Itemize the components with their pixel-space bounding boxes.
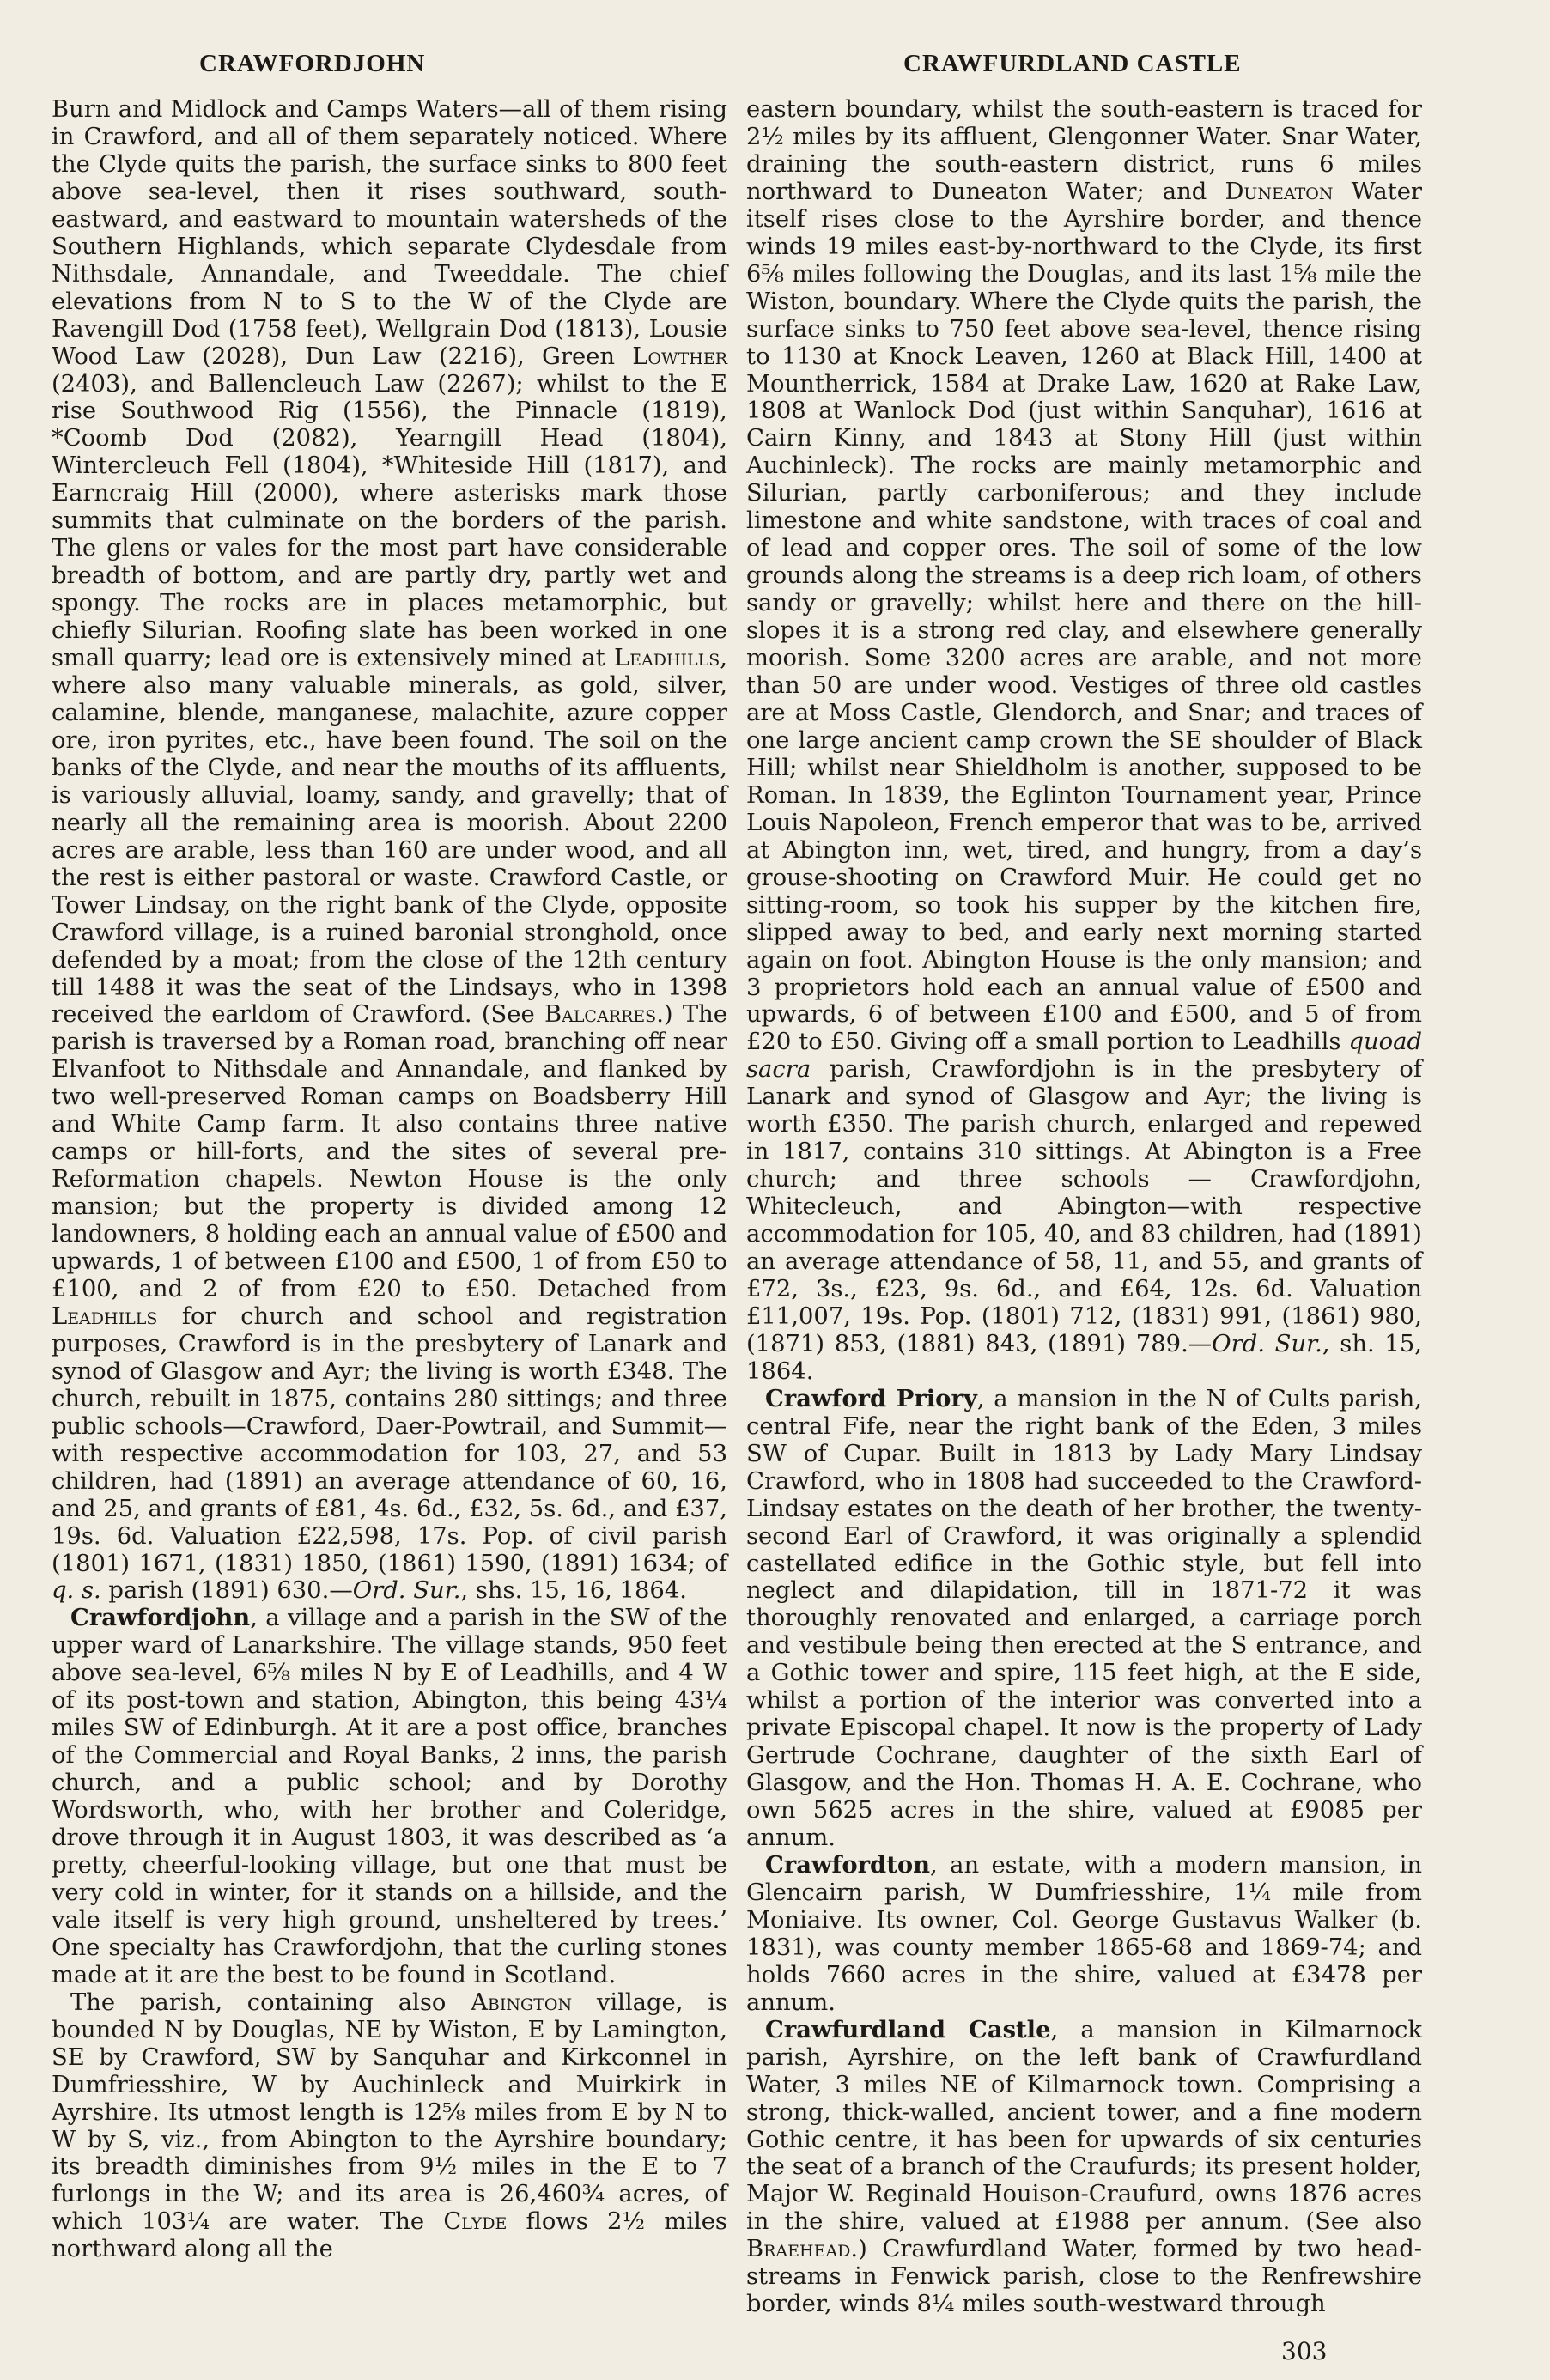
left-column [52, 96, 727, 2263]
text-run: q. s. [52, 1577, 101, 1605]
entry-headword: Crawfurdland Castle [765, 2015, 1051, 2043]
page-number: 303 [1281, 2337, 1328, 2365]
text-run: (2403), and Ballencleuch Law (2267); whilst to the E rise Southwood Rig (1556), the Pinnacle (1819), *Coomb Dod (2082), Yearngill Head (1804), Wintercleuch Fell (1804), *Whiteside Hill (1817), and Earncraig Hill (2000), where asterisks mark those summits that culminate on the borders of the parish. The glens or vales for the most part have considerable breadth of bottom, and are partly dry, partly wet and spongy. The rocks are in places metamorphic, but chiefly Silurian. Roofing slate has been worked in one small quarry; lead ore is extensively mined at [52, 370, 727, 672]
text-run: for church and school and registration purposes, Crawford is in the presbytery of Lanark and synod of Glasgow and Ayr; the living is worth £348. The church, rebuilt in 1875, contains 280 sittings; and three public schools—Crawford, Daer-Powtrail, and Summit—with respective accommodation for 103, 27, and 53 children, had (1891) an average attendance of 60, 16, and 25, and grants of £81, 4s. 6d., £32, 5s. 6d., and £37, 19s. 6d. Valuation £22,598, 17s. Pop. of civil parish (1801) 1671, (1831) 1850, (1861) 1590, (1891) 1634; of [52, 1302, 727, 1577]
text-run: Abington [471, 1988, 573, 2016]
right-column [746, 96, 1422, 2318]
entry-headword: Crawfordjohn [70, 1604, 251, 1632]
text-run: Duneaton [1225, 178, 1334, 205]
text-run: .) The parish is traversed by a Roman road, branching off near Elvanfoot to Nithsdale and Annandale, and flanked by two well-preserved Roman camps on Boadsberry Hill and White Camp farm. It also contains three native camps or hill-forts, and the sites of several pre-Reformation chapels. Newton House is the only mansion; but the property is divided among 12 landowners, 8 holding each an annual value of £500 and upwards, 1 of between £100 and £500, 1 of from £50 to £100, and 2 of from £20 to £50. Detached from [52, 1001, 727, 1302]
text-run: Leadhills [52, 1302, 158, 1330]
text-run: Lowther [632, 343, 727, 370]
text-run: Ord. Sur. [352, 1577, 461, 1605]
text-run: , shs. 15, 16, 1864. [460, 1577, 687, 1605]
article-paragraph-crawfordton [746, 1852, 1422, 2017]
text-run: Water itself rises close to the Ayrshire border, and thence winds 19 miles east-by-northward to the Clyde, its first 6⅝ miles following the Douglas, and its last 1⅝ mile the Wiston, boundary. Where the Clyde quits the parish, the surface sinks to 750 feet above sea-level, thence rising to 1130 at Knock Leaven, 1260 at Black Hill, 1400 at Mountherrick, 1584 at Drake Law, 1620 at Rake Law, 1808 at Wanlock Dod (just within Sanquhar), 1616 at Cairn Kinny, and 1843 at Stony Hill (just within Auchinleck). The rocks are mainly metamorphic and Silurian, partly carboniferous; and they include limestone and white sandstone, with traces of coal and of lead and copper ores. The soil of some of the low grounds along the streams is a deep rich loam, of others sandy or gravelly; whilst here and there on the hill-slopes it is a strong red clay, and elsewhere generally moorish. Some 3200 acres are arable, and not more than 50 are under wood. Vestiges of three old castles are at Moss Castle, Glendorch, and Snar; and traces of one large ancient camp crown the SE shoulder of Black Hill; whilst near Shieldholm is another, supposed to be Roman. In 1839, the Eglinton Tournament year, Prince Louis Napoleon, French emperor that was to be, arrived at Abington inn, wet, tired, and hungry, from a day’s grouse-shooting on Crawford Muir. He could get no sitting-room, so took his supper by the kitchen fire, slipped away to bed, and early next morning started again on foot. Abington House is the only mansion; and 3 proprietors hold each an annual value of £500 and upwards, 6 of between £100 and £500, and 5 of from £20 to £50. Giving off a small portion to Leadhills [746, 178, 1422, 1056]
text-run: .) Crawfurdland Water, formed by two head-streams in Fenwick parish, close to the Renfrewshire border, winds 8¼ miles south-westward through [746, 2236, 1422, 2318]
article-paragraph-crawfordjohn-parish [52, 1989, 727, 2264]
text-run: Leadhills [613, 645, 720, 672]
text-run: Ord. Sur. [1212, 1330, 1322, 1357]
entry-headword: Crawford Priory [765, 1384, 977, 1412]
text-run: parish (1891) 630.— [100, 1577, 353, 1605]
text-run: , where also many valuable minerals, as gold, silver, calamine, blende, manganese, malachite, azure copper ore, iron pyrites, etc., have been found. The soil on the banks of the Clyde, and near the mouths of its affluents, is variously alluvial, loamy, sandy, and gravelly; that of nearly all the remaining area is moorish. About 2200 acres are arable, less than 160 are under wood, and all the rest is either pastoral or waste. Crawford Castle, or Tower Lindsay, on the right bank of the Clyde, opposite Crawford village, is a ruined baronial stronghold, once defended by a moat; from the close of the 12th century till 1488 it was the seat of the Lindsays, who in 1398 received the earldom of Crawford. (See [52, 645, 727, 1029]
running-head-right: CRAWFURDLAND CASTLE [903, 50, 1242, 77]
text-run: Burn and Midlock and Camps Waters—all of them rising in Crawford, and all of them separately noticed. Where the Clyde quits the parish, the surface sinks to 800 feet above sea-level, then it rises southward, south-eastward, and eastward to mountain watersheds of the Southern Highlands, which separate Clydesdale from Nithsdale, Annandale, and Tweeddale. The chief elevations from N to S to the W of the Clyde are Ravengill Dod (1758 feet), Wellgrain Dod (1813), Lousie Wood Law (2028), Dun Law (2216), Green [52, 96, 727, 370]
text-run: , a mansion in Kilmarnock parish, Ayrshire, on the left bank of Crawfurdland Water, 3 miles NE of Kilmarnock town. Comprising a strong, thick-walled, ancient tower, and a fine modern Gothic centre, it has been for upwards of six centuries the seat of a branch of the Craufurds; its present holder, Major W. Reginald Houison-Craufurd, owns 1876 acres in the shire, valued at £1988 per annum. (See also [746, 2016, 1422, 2236]
text-run: village, is bounded N by Douglas, NE by Wiston, E by Lamington, SE by Crawford, SW by Sanquhar and Kirkconnel in Dumfriesshire, W by Auchinleck and Muirkirk in Ayrshire. Its utmost length is 12⅝ miles from E by N to W by S, viz., from Abington to the Ayrshire boundary; its breadth diminishes from 9½ miles in the E to 7 furlongs in the W; and its area is 26,460¾ acres, of which 103¼ are water. The [52, 1988, 728, 2236]
article-paragraph-crawford-priory [746, 1386, 1422, 1852]
article-paragraph-crawfordjohn [52, 1605, 727, 1988]
text-run: eastern boundary, whilst the south-eastern is traced for 2½ miles by its affluent, Glengonner Water. Snar Water, draining the south-eastern district, runs 6 miles northward to Duneaton Water; and [746, 96, 1422, 205]
text-run: Balcarres [544, 1001, 657, 1029]
text-run: quoad sacra [746, 1029, 1422, 1084]
running-head-left: CRAWFORDJOHN [199, 50, 426, 77]
text-run: parish, Crawfordjohn is in the presbytery of Lanark and synod of Glasgow and Ayr; the living is worth £350. The parish church, enlarged and repewed in 1817, contains 310 sittings. At Abington is a Free church; and three schools — Crawfordjohn, Whitecleuch, and Abington—with respective accommodation for 105, 40, and 83 children, had (1891) an average attendance of 58, 11, and 55, and grants of £72, 3s., £23, 9s. 6d., and £64, 12s. 6d. Valuation £11,007, 19s. Pop. (1801) 712, (1831) 991, (1861) 980, (1871) 853, (1881) 843, (1891) 789.— [746, 1056, 1422, 1357]
article-paragraph-crawfordjohn-continued [746, 96, 1422, 1386]
text-run: , an estate, with a modern mansion, in Glencairn parish, W Dumfriesshire, 1¼ mile from Moniaive. Its owner, Col. George Gustavus Walker (b. 1831), was county member 1865-68 and 1869-74; and holds 7660 acres in the shire, valued at £3478 per annum. [746, 1852, 1422, 2016]
text-run: , sh. 15, 1864. [746, 1330, 1422, 1385]
article-paragraph-crawfurdland-castle [746, 2017, 1422, 2318]
text-run: The parish, containing also [70, 1988, 471, 2016]
text-run: , a mansion in the N of Cults parish, central Fife, near the right bank of the Eden, 3 miles SW of Cupar. Built in 1813 by Lady Mary Lindsay Crawford, who in 1808 had succeeded to the Crawford-Lindsay estates on the death of her brother, the twenty-second Earl of Crawford, it was originally a splendid castellated edifice in the Gothic style, but fell into neglect and dilapidation, till in 1871-72 it was thoroughly renovated and enlarged, a carriage porch and vestibule being then erected at the S entrance, and a Gothic tower and spire, 115 feet high, at the E side, whilst a portion of the interior was converted into a private Episcopal chapel. It now is the property of Lady Gertrude Cochrane, daughter of the sixth Earl of Glasgow, and the Hon. Thomas H. A. E. Cochrane, who own 5625 acres in the shire, valued at £9085 per annum. [746, 1385, 1422, 1852]
article-paragraph-crawford-continued [52, 96, 727, 1605]
text-run: Braehead [746, 2236, 851, 2263]
text-run: flows 2½ miles northward along all the [52, 2208, 727, 2263]
text-run: Clyde [443, 2208, 508, 2236]
text-run: , a village and a parish in the SW of the upper ward of Lanarkshire. The village stands, 950 feet above sea-level, 6⅝ miles N by E of Leadhills, and 4 W of its post-town and station, Abington, this being 43¼ miles SW of Edinburgh. At it are a post office, branches of the Commercial and Royal Banks, 2 inns, the parish church, and a public school; and by Dorothy Wordsworth, who, with her brother and Coleridge, drove through it in August 1803, it was described as ‘a pretty, cheerful-looking village, but one that must be very cold in winter, for it stands on a hillside, and the vale itself is very high ground, unsheltered by trees.’ One specialty has Crawfordjohn, that the curling stones made at it are the best to be found in Scotland. [52, 1605, 727, 1988]
entry-headword: Crawfordton [765, 1851, 931, 1879]
